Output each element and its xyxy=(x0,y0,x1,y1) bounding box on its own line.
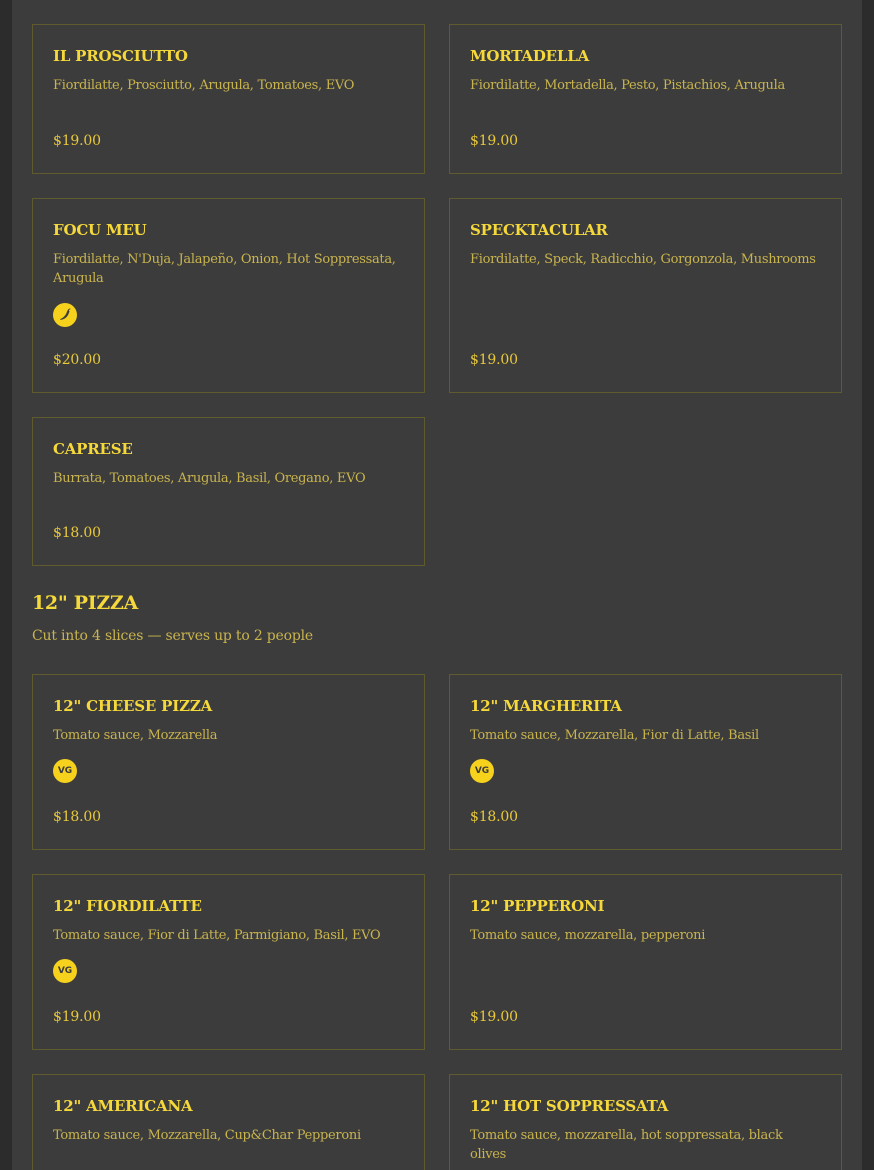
item-name: 12" HOT SOPPRESSATA xyxy=(470,1097,669,1115)
item-description: Fiordilatte, Speck, Radicchio, Gorgonzola, Mushrooms xyxy=(470,252,816,267)
item-price: $19.00 xyxy=(470,352,518,368)
item-description: Fiordilatte, Mortadella, Pesto, Pistachios, Arugula xyxy=(470,78,785,93)
chili-pepper-icon xyxy=(53,303,77,327)
item-name: 12" CHEESE PIZZA xyxy=(53,697,213,715)
left-margin xyxy=(0,0,12,1170)
menu-item-card[interactable] xyxy=(449,874,842,1050)
item-name: 12" FIORDILATTE xyxy=(53,897,202,915)
item-description: Fiordilatte, N'Duja, Jalapeño, Onion, Hot Soppressata, Arugula xyxy=(53,252,396,286)
item-description: Tomato sauce, Mozzarella, Fior di Latte, Basil xyxy=(470,728,759,743)
item-name: FOCU MEU xyxy=(53,221,147,239)
item-name: 12" PEPPERONI xyxy=(470,897,605,915)
item-description: Fiordilatte, Prosciutto, Arugula, Tomatoes, EVO xyxy=(53,78,355,93)
item-name: SPECKTACULAR xyxy=(470,221,608,239)
menu-item-card[interactable] xyxy=(32,674,425,850)
item-name: MORTADELLA xyxy=(470,47,590,65)
item-price: $18.00 xyxy=(470,809,518,825)
menu-item-card[interactable] xyxy=(449,1074,842,1170)
menu-item-card[interactable] xyxy=(32,874,425,1050)
item-name: IL PROSCIUTTO xyxy=(53,47,188,65)
menu-item-card[interactable] xyxy=(32,1074,425,1170)
item-description: Tomato sauce, Fior di Latte, Parmigiano, Basil, EVO xyxy=(53,928,381,943)
item-name: CAPRESE xyxy=(53,440,133,458)
item-description: Tomato sauce, mozzarella, hot soppressata, black olives xyxy=(470,1128,783,1162)
section-subtitle: Cut into 4 slices — serves up to 2 people xyxy=(32,628,313,644)
item-description: Tomato sauce, mozzarella, pepperoni xyxy=(470,928,706,943)
item-price: $19.00 xyxy=(53,1009,101,1025)
menu-item-card[interactable] xyxy=(449,198,842,393)
vegetarian-badge: VG xyxy=(53,959,77,983)
item-price: $19.00 xyxy=(470,133,518,149)
section-title: 12" PIZZA xyxy=(32,592,138,614)
menu-item-card[interactable] xyxy=(32,198,425,393)
item-description: Tomato sauce, Mozzarella, Cup&Char Pepperoni xyxy=(53,1128,361,1143)
menu-item-card[interactable] xyxy=(449,674,842,850)
item-price: $18.00 xyxy=(53,809,101,825)
item-name: 12" MARGHERITA xyxy=(470,697,622,715)
item-price: $20.00 xyxy=(53,352,101,368)
item-description: Burrata, Tomatoes, Arugula, Basil, Oregano, EVO xyxy=(53,471,366,486)
vegetarian-badge: VG xyxy=(470,759,494,783)
menu-item-card[interactable] xyxy=(32,417,425,566)
item-price: $19.00 xyxy=(470,1009,518,1025)
menu-item-card[interactable] xyxy=(449,24,842,174)
item-description: Tomato sauce, Mozzarella xyxy=(53,728,218,743)
vegetarian-badge: VG xyxy=(53,759,77,783)
menu-item-card[interactable] xyxy=(32,24,425,174)
item-price: $19.00 xyxy=(53,133,101,149)
right-margin xyxy=(862,0,874,1170)
item-name: 12" AMERICANA xyxy=(53,1097,193,1115)
item-price: $18.00 xyxy=(53,525,101,541)
